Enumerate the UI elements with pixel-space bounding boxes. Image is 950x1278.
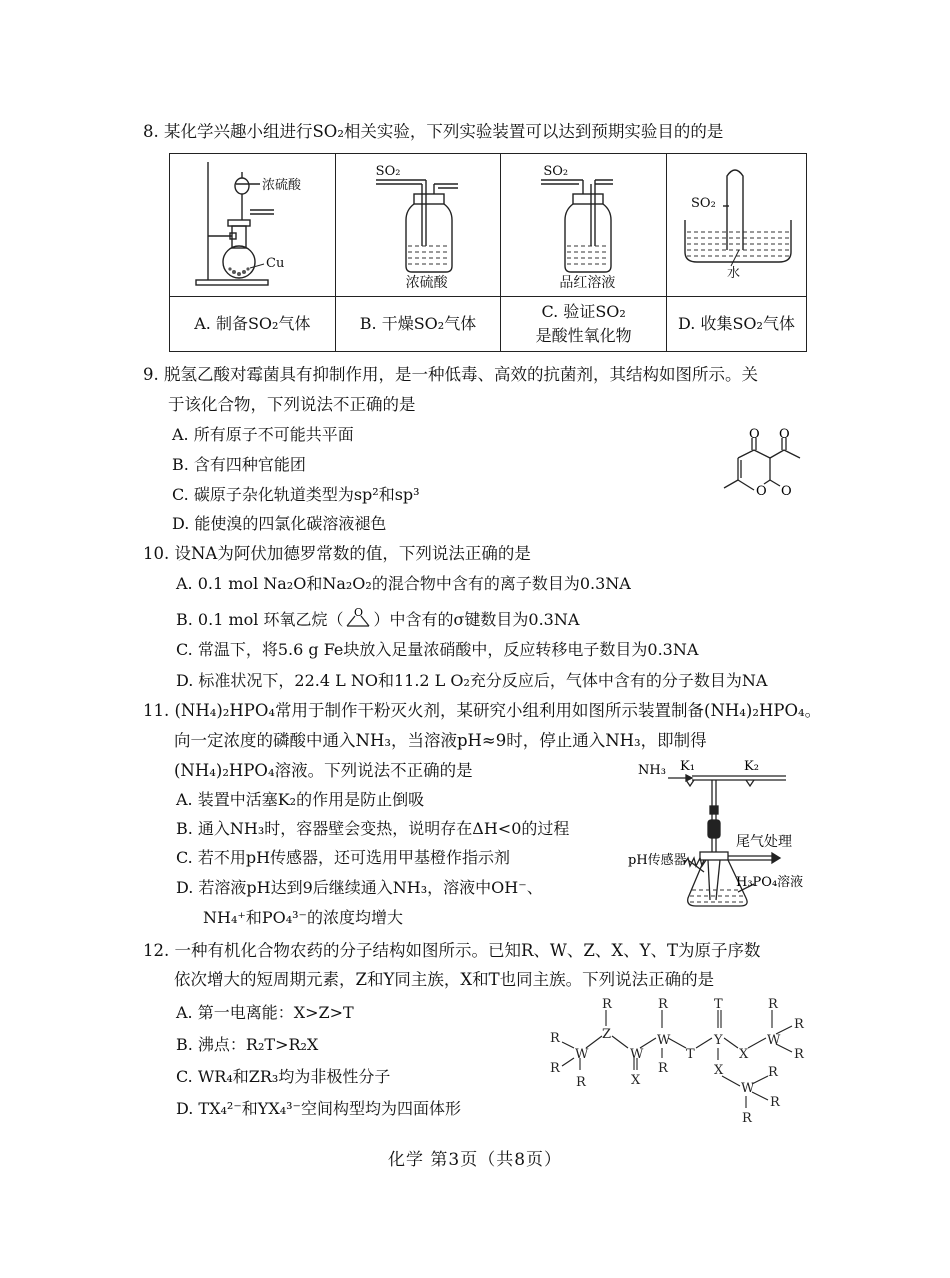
atom-x: X	[714, 1063, 724, 1078]
label-copper: Cu	[266, 256, 285, 271]
caption-a: A. 制备SO₂气体	[170, 297, 336, 352]
atom-r: R	[770, 1095, 780, 1110]
q10-option-a: A. 0.1 mol Na₂O和Na₂O₂的混合物中含有的离子数目为0.3NA	[176, 574, 631, 593]
q11-option-d-line2: NH₄⁺和PO₄³⁻的浓度均增大	[203, 908, 403, 927]
q11-option-c: C. 若不用pH传感器，还可选用甲基橙作指示剂	[176, 848, 511, 867]
dehydroacetic-acid-structure	[716, 424, 816, 502]
q10-option-b-pre: B. 0.1 mol 环氧乙烷（	[176, 610, 344, 629]
q9-option-c: C. 碳原子杂化轨道类型为sp²和sp³	[172, 485, 420, 504]
label-tail-gas: 尾气处理	[736, 834, 792, 850]
atom-o-ketone: O	[749, 427, 760, 442]
q11-stem-line1: 11. (NH₄)₂HPO₄常用于制作干粉灭火剂，某研究小组利用如图所示装置制备(NH₄)₂HPO₄。	[143, 701, 822, 720]
atom-r: R	[550, 1031, 560, 1046]
atom-o-ring: O	[756, 484, 767, 499]
atom-o-carbonyl: O	[781, 484, 792, 499]
atom-z: Z	[602, 1027, 612, 1042]
q11-option-b: B. 通入NH₃时，容器壁会变热，说明存在ΔH<0的过程	[176, 819, 570, 838]
caption-c	[501, 297, 667, 352]
q9-stem-line1: 9. 脱氢乙酸对霉菌具有抑制作用，是一种低毒、高效的抗菌剂，其结构如图所示。关	[143, 365, 758, 384]
apparatus-a-diagram	[170, 154, 336, 296]
atom-r: R	[550, 1061, 560, 1076]
atom-w: W	[630, 1047, 644, 1062]
label-h3po4-solution: H₃PO₄溶液	[736, 875, 804, 890]
q10-option-b-post: ）中含有的σ键数目为0.3NA	[373, 610, 580, 629]
label-k2: K₂	[744, 759, 759, 774]
caption-c-line2: 是酸性氧化物	[535, 326, 632, 345]
caption-c-line1: C. 验证SO₂	[541, 302, 626, 321]
epoxide-structure	[343, 606, 373, 630]
q9-option-a: A. 所有原子不可能共平面	[172, 425, 354, 444]
q12-option-c: C. WR₄和ZR₃均为非极性分子	[176, 1067, 391, 1086]
label-conc-sulfuric-acid: 浓硫酸	[262, 178, 302, 193]
apparatus-a-cell	[170, 154, 336, 297]
q10-stem: 10. 设NA为阿伏加德罗常数的值，下列说法正确的是	[143, 544, 531, 563]
apparatus-d-cell	[667, 154, 807, 297]
atom-w: W	[657, 1033, 671, 1048]
label-water: 水	[727, 266, 741, 281]
atom-w: W	[767, 1033, 781, 1048]
q10-option-c: C. 常温下，将5.6 g Fe块放入足量浓硝酸中，反应转移电子数目为0.3NA	[176, 640, 699, 659]
atom-y: Y	[714, 1033, 723, 1048]
label-k1: K₁	[680, 759, 695, 774]
q11-option-a: A. 装置中活塞K₂的作用是防止倒吸	[176, 790, 425, 809]
epoxide-o: O	[354, 606, 364, 619]
q10-option-d: D. 标准状况下，22.4 L NO和11.2 L O₂充分反应后，气体中含有的分子数目为NA	[176, 671, 768, 690]
label-so2-c: SO₂	[543, 164, 569, 179]
caption-b: B. 干燥SO₂气体	[335, 297, 501, 352]
atom-r: R	[602, 997, 612, 1012]
atom-t: T	[714, 997, 723, 1012]
apparatus-b-cell	[335, 154, 501, 297]
atom-r: R	[658, 997, 668, 1012]
q9-stem-line2: 于该化合物，下列说法不正确的是	[168, 395, 416, 414]
q11-apparatus-diagram	[628, 756, 818, 916]
caption-d: D. 收集SO₂气体	[667, 297, 807, 352]
atom-r: R	[768, 997, 778, 1012]
q12-stem-line1: 12. 一种有机化合物农药的分子结构如图所示。已知R、W、Z、X、Y、T为原子序数	[143, 941, 761, 960]
q12-option-b: B. 沸点：R₂T>R₂X	[176, 1035, 319, 1054]
q12-option-a: A. 第一电离能：X>Z>T	[176, 1003, 354, 1022]
q11-stem-line3: (NH₄)₂HPO₄溶液。下列说法不正确的是	[174, 761, 473, 780]
q12-stem-line2: 依次增大的短周期元素，Z和Y同主族，X和T也同主族。下列说法正确的是	[174, 970, 715, 989]
atom-r: R	[742, 1111, 752, 1126]
atom-r: R	[794, 1017, 804, 1032]
label-so2-b: SO₂	[375, 164, 401, 179]
atom-r: R	[576, 1075, 586, 1090]
apparatus-c-cell	[501, 154, 667, 297]
q9-option-d: D. 能使溴的四氯化碳溶液褪色	[172, 514, 387, 533]
atom-x: X	[631, 1073, 641, 1088]
page-footer: 化学 第3页（共8页）	[387, 1150, 563, 1170]
atom-r: R	[794, 1047, 804, 1062]
atom-o-acetyl: O	[779, 427, 790, 442]
q12-option-d: D. TX₄²⁻和YX₄³⁻空间构型均为四面体形	[176, 1099, 461, 1118]
q11-option-d-line1: D. 若溶液pH达到9后继续通入NH₃，溶液中OH⁻、	[176, 878, 543, 897]
label-conc-acid-b: 浓硫酸	[405, 275, 448, 291]
q8-stem: 8. 某化学兴趣小组进行SO₂相关实验，下列实验装置可以达到预期实验目的的是	[143, 122, 724, 141]
q11-stem-line2: 向一定浓度的磷酸中通入NH₃，当溶液pH≈9时，停止通入NH₃，即制得	[174, 731, 707, 750]
atom-x: X	[739, 1047, 749, 1062]
label-nh3: NH₃	[638, 763, 666, 778]
atom-t: T	[686, 1047, 695, 1062]
pesticide-molecule-structure	[540, 996, 810, 1126]
q9-option-b: B. 含有四种官能团	[172, 455, 306, 474]
atom-w: W	[575, 1047, 589, 1062]
q10-option-b	[176, 606, 579, 631]
label-so2-d: SO₂	[691, 196, 716, 211]
atom-w: W	[741, 1081, 755, 1096]
label-ph-sensor: pH传感器	[628, 853, 687, 868]
atom-r: R	[658, 1061, 668, 1076]
q8-apparatus-table	[169, 153, 807, 352]
atom-r: R	[768, 1065, 778, 1080]
label-magenta-solution: 品红溶液	[559, 275, 616, 291]
